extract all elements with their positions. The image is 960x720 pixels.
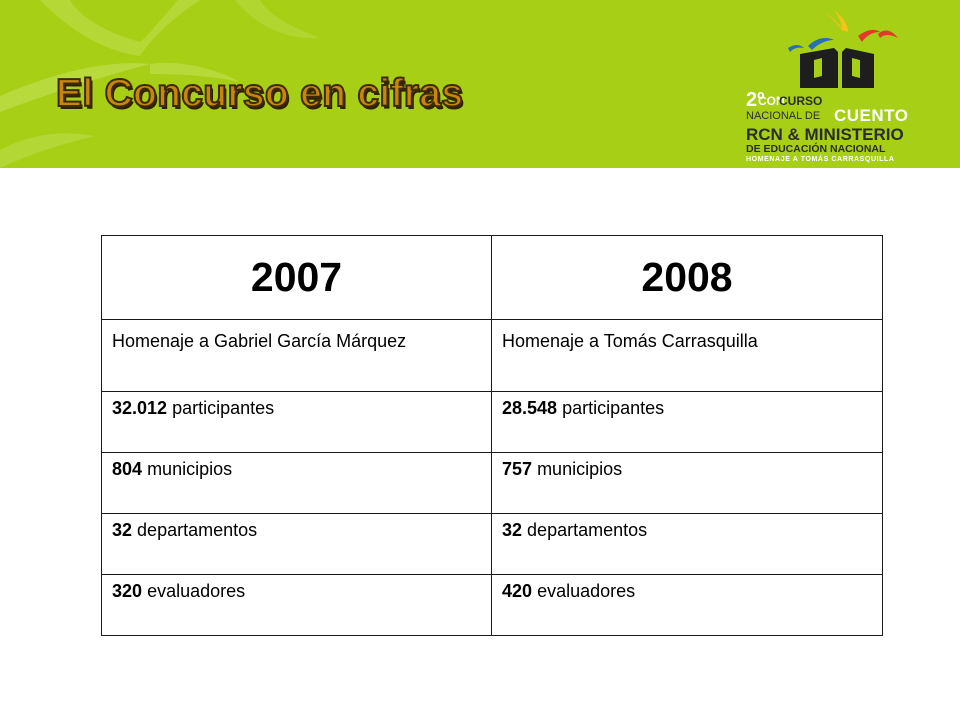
cell-2007 xyxy=(102,514,492,575)
cell-2007 xyxy=(102,392,492,453)
cell-value: 32 xyxy=(112,520,133,540)
cell-2008 xyxy=(492,453,883,514)
cell-value: 32 xyxy=(502,520,523,540)
cell-value: 28.548 xyxy=(502,398,558,418)
table-row xyxy=(102,453,883,514)
cell-2008 xyxy=(492,575,883,636)
contest-logo xyxy=(738,8,954,164)
cell-label: participantes xyxy=(172,398,275,418)
table-row xyxy=(102,392,883,453)
statistics-table xyxy=(101,235,883,636)
table-row xyxy=(102,575,883,636)
logo-concurso-b: CURSO xyxy=(779,94,823,108)
cell-2007 xyxy=(102,453,492,514)
cell-label: municipios xyxy=(537,459,623,479)
header-year-2008: 2008 xyxy=(492,236,883,320)
logo-homenaje: HOMENAJE A TOMÁS CARRASQUILLA xyxy=(746,156,895,163)
logo-edition: 2º xyxy=(746,89,765,111)
cell-2008 xyxy=(492,514,883,575)
cell-value: 32.012 xyxy=(112,398,168,418)
logo-educacion: DE EDUCACIÓN NACIONAL xyxy=(746,143,886,155)
cell-value: 757 xyxy=(502,459,533,479)
cell-label: departamentos xyxy=(527,520,648,540)
homenaje-2008: Homenaje a Tomás Carrasquilla xyxy=(492,320,883,392)
table-header-row xyxy=(102,236,883,320)
table-row xyxy=(102,320,883,392)
logo-cuento: CUENTO xyxy=(834,106,909,125)
homenaje-2007: Homenaje a Gabriel García Márquez xyxy=(102,320,492,392)
cell-label: departamentos xyxy=(137,520,258,540)
book-birds-logo-icon xyxy=(738,8,954,88)
cell-label: participantes xyxy=(562,398,665,418)
cell-2008 xyxy=(492,392,883,453)
cell-value: 320 xyxy=(112,581,143,601)
cell-label: evaluadores xyxy=(147,581,246,601)
logo-concurso-a: CON xyxy=(758,94,785,108)
cell-value: 420 xyxy=(502,581,533,601)
logo-rcn: RCN & MINISTERIO xyxy=(746,125,904,144)
cell-value: 804 xyxy=(112,459,143,479)
cell-label: evaluadores xyxy=(537,581,636,601)
table-row xyxy=(102,514,883,575)
logo-nacional-de: NACIONAL DE xyxy=(746,110,821,122)
header-banner xyxy=(0,0,960,168)
header-year-2007: 2007 xyxy=(102,236,492,320)
cell-2007 xyxy=(102,575,492,636)
cell-label: municipios xyxy=(147,459,233,479)
page-title: El Concurso en cifras xyxy=(56,72,464,115)
